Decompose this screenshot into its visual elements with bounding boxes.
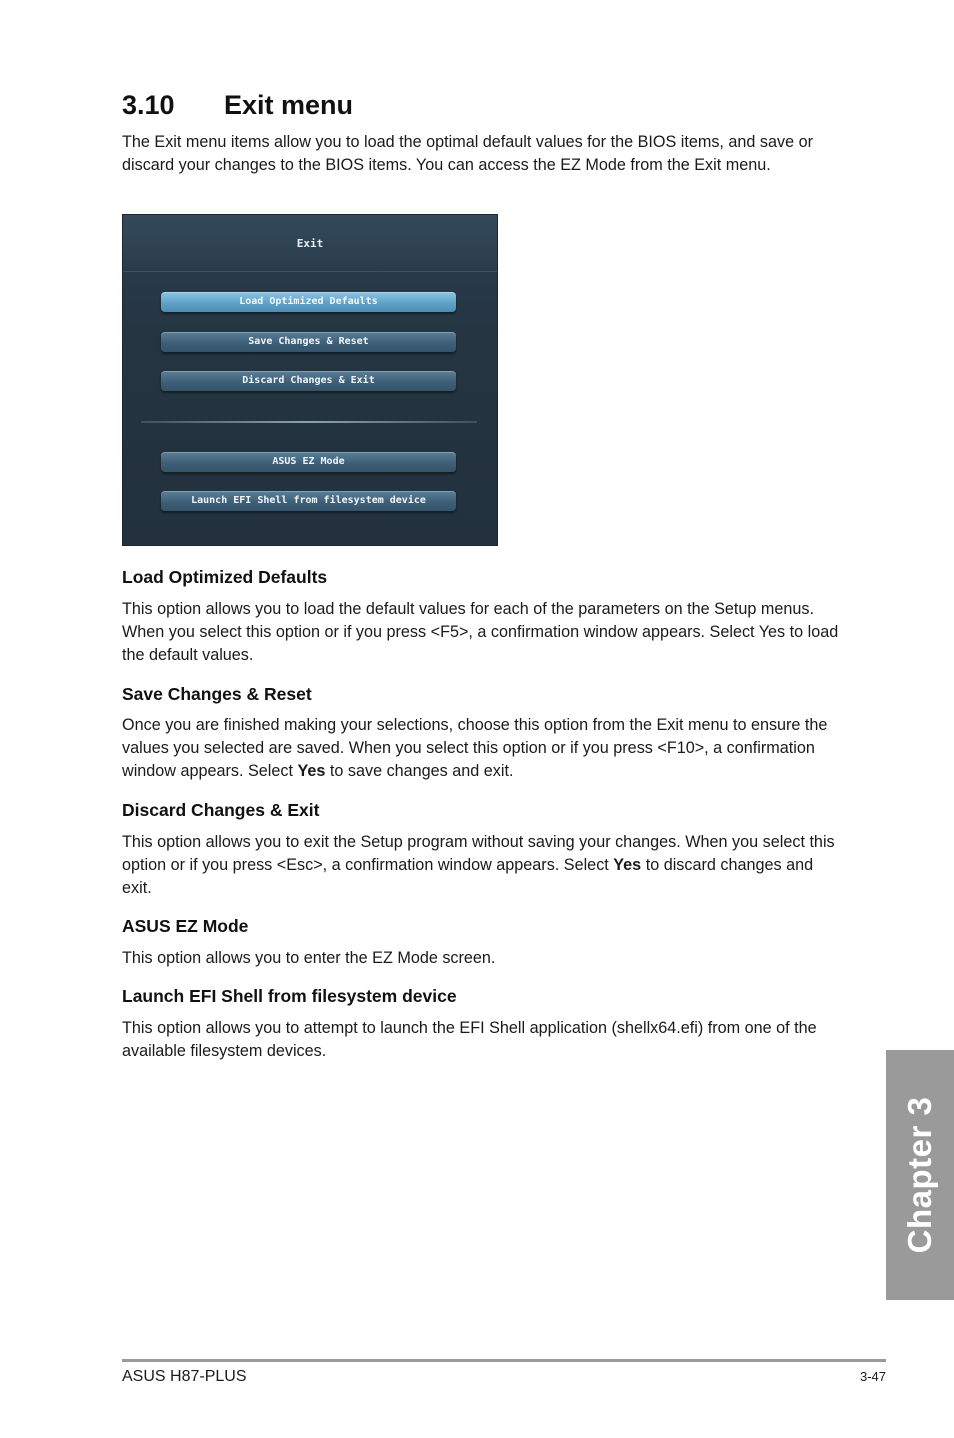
section-title: Exit menu (224, 90, 354, 120)
intro-paragraph: The Exit menu items allow you to load the optimal default values for the BIOS items, and save or discard your changes to the BIOS items. You can access the EZ Mode from the Exit menu. (122, 133, 814, 174)
discard-changes-exit-text (122, 831, 842, 900)
save-changes-text-start: Once you are finished making your selections, choose this option from the Exit menu to ensure the values you selected are saved. When you select this option or if you press <F10>, a confirmation window appears. Select (122, 716, 828, 780)
bios-title: Exit (296, 237, 324, 250)
discard-changes-text-end: to discard changes and exit. (122, 856, 814, 897)
load-optimized-defaults-button[interactable]: Load Optimized Defaults (161, 292, 456, 312)
bios-divider (141, 421, 477, 423)
launch-efi-shell-heading: Launch EFI Shell from filesystem device (122, 986, 457, 1006)
save-changes-reset-text (122, 714, 842, 783)
discard-changes-exit-heading: Discard Changes & Exit (122, 800, 320, 820)
discard-changes-yes: Yes (613, 856, 642, 874)
save-changes-reset-heading: Save Changes & Reset (122, 684, 312, 704)
discard-changes-exit-button[interactable]: Discard Changes & Exit (161, 371, 456, 391)
chapter-tab (886, 1050, 954, 1300)
save-changes-text-end: to save changes and exit. (325, 762, 514, 780)
chapter-label: Chapter 3 (901, 1096, 938, 1254)
load-optimized-defaults-text: This option allows you to load the default values for each of the parameters on the Setup menus. When you select this option or if you press <F5>, a confirmation window appears. Select Yes to load the default values. (122, 600, 839, 664)
save-changes-reset-button[interactable]: Save Changes & Reset (161, 332, 456, 352)
asus-ez-mode-text: This option allows you to enter the EZ Mode screen. (122, 949, 496, 967)
asus-ez-mode-button[interactable]: ASUS EZ Mode (161, 452, 456, 472)
footer-page-number: 3-47 (859, 1369, 886, 1384)
section-heading (122, 90, 353, 121)
section-number: 3.10 (122, 90, 175, 120)
bios-header (123, 215, 497, 272)
bios-exit-screenshot (122, 214, 498, 546)
footer-rule (122, 1359, 886, 1362)
load-optimized-defaults-heading: Load Optimized Defaults (122, 567, 328, 587)
launch-efi-shell-text: This option allows you to attempt to launch the EFI Shell application (shellx64.efi) from one of the available filesystem devices. (122, 1019, 817, 1060)
discard-changes-text-start: This option allows you to exit the Setup program without saving your changes. When you select this option or if you press <Esc>, a confirmation window appears. Select (122, 833, 835, 874)
save-changes-yes: Yes (297, 762, 326, 780)
asus-ez-mode-heading: ASUS EZ Mode (122, 916, 249, 936)
footer-product: ASUS H87-PLUS (122, 1368, 247, 1385)
launch-efi-shell-button[interactable]: Launch EFI Shell from filesystem device (161, 491, 456, 511)
